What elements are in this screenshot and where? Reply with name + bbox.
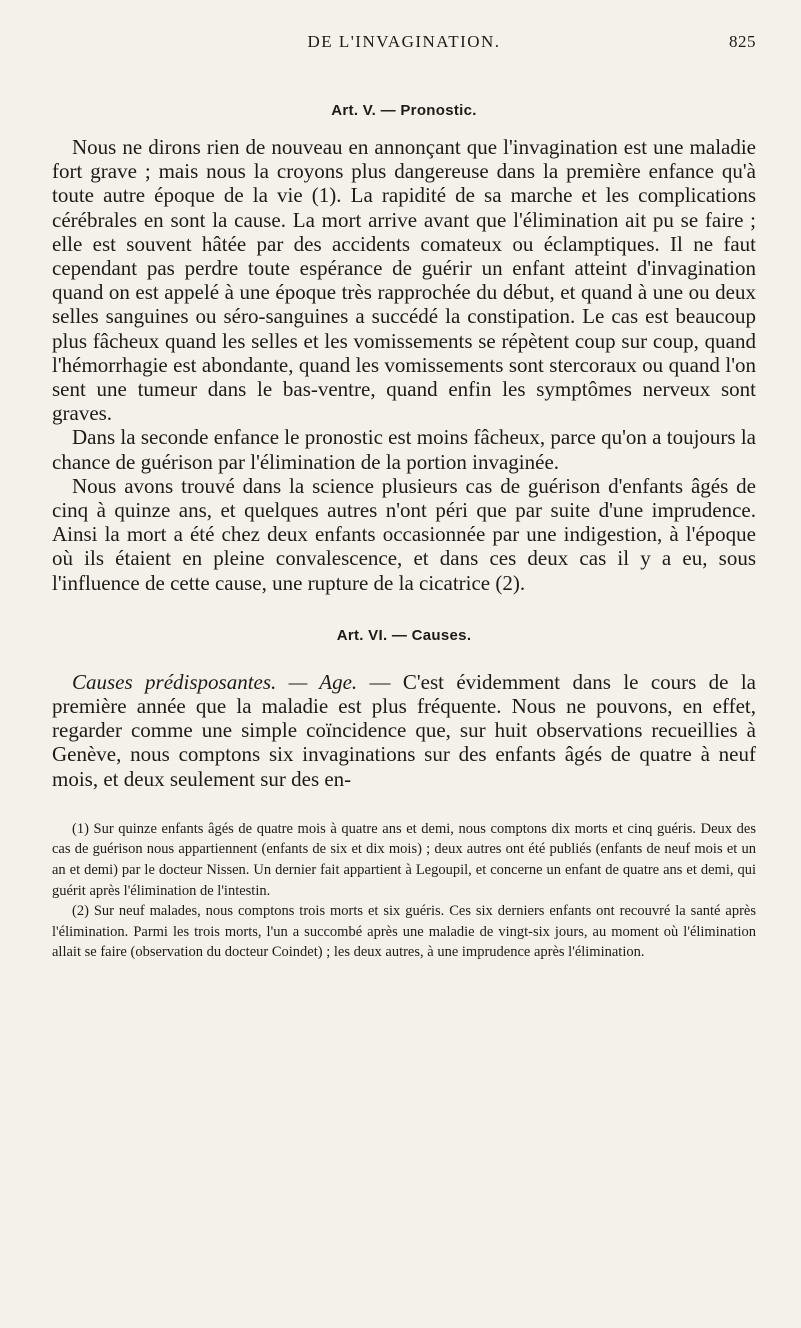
paragraph-causes — [52, 670, 756, 791]
subheading-italic: Causes prédisposantes. — Age. — [72, 669, 358, 694]
paragraph: Dans la seconde enfance le pronostic est moins fâcheux, parce qu'on a toujours la chance de guérison par l'élimination de la portion invaginée. — [52, 425, 756, 474]
paragraph-text: — C'est évidemment dans le cours de la première année que la maladie est plus fréquente. Nous ne pouvons, en effet, regarder comme une simple coïncidence que, sur huit observations recueillies à Genève, nous comptons six invaginations sur des enfants âgés de quatre à neuf mois, et deux seulement sur des en- — [52, 669, 756, 791]
page-number: 825 — [729, 32, 756, 51]
section-heading-causes: Art. VI. — Causes. — [336, 626, 472, 644]
paragraph: Nous ne dirons rien de nouveau en annonçant que l'invagination est une maladie fort grave ; mais nous la croyons plus dangereuse dans la première enfance qu'à toute autre époque de la vie (1). La rapidité de sa marche et les complications cérébrales en sont la cause. La mort arrive avant que l'élimination ait pu se faire ; elle est souvent hâtée par des accidents comateux ou éclamptiques. Il ne faut cependant pas perdre toute espérance de guérir un enfant atteint d'invagination quand on est appelé à une époque très rapprochée du début, et quand à une ou deux selles sanguines ou séro-sanguines a succédé la constipation. Le cas est beaucoup plus fâcheux quand les selles et les vomissements se répètent coup sur coup, quand l'hémorrhagie est abondante, quand les vomissements sont stercoraux ou quand l'on sent une tumeur dans le bas-ventre, quand enfin les symptômes nerveux sont graves. — [52, 135, 756, 426]
section-heading-pronostic: Art. V. — Pronostic. — [331, 102, 477, 119]
running-title: DE L'INVAGINATION. — [307, 32, 501, 51]
running-header — [52, 30, 756, 60]
footnote-2: (2) Sur neuf malades, nous comptons trois morts et six guéris. Ces six derniers enfants ont recouvré la santé après l'élimination. Parmi les trois morts, l'un a succombé après une maladie de vingt-six jours, au moment où l'élimination allait se faire (observation du docteur Coindet) ; les deux autres, à une imprudence après l'élimination. — [52, 903, 756, 961]
footnotes — [52, 819, 756, 963]
footnote-1: (1) Sur quinze enfants âgés de quatre mois à quatre ans et demi, nous comptons dix morts et cinq guéris. Deux des cas de guérison nous appartiennent (enfants de six et dix mois) ; deux autres ont été publiés (enfants de neuf mois et un an et demi) par le docteur Nissen. Un dernier fait appartient à Legoupil, et concerne un enfant de quatre ans et demi, qui guérit après l'élimination de l'intestin. — [52, 820, 756, 899]
book-page — [52, 30, 756, 963]
paragraph: Nous avons trouvé dans la science plusieurs cas de guérison d'enfants âgés de cinq à quinze ans, et quelques autres n'ont péri que par suite d'une imprudence. Ainsi la mort a été chez deux enfants occasionnée par une indigestion, à l'époque où ils étaient en pleine convalescence, et dans ces deux cas il y a eu, sous l'influence de cette cause, une rupture de la cicatrice (2). — [52, 473, 756, 595]
